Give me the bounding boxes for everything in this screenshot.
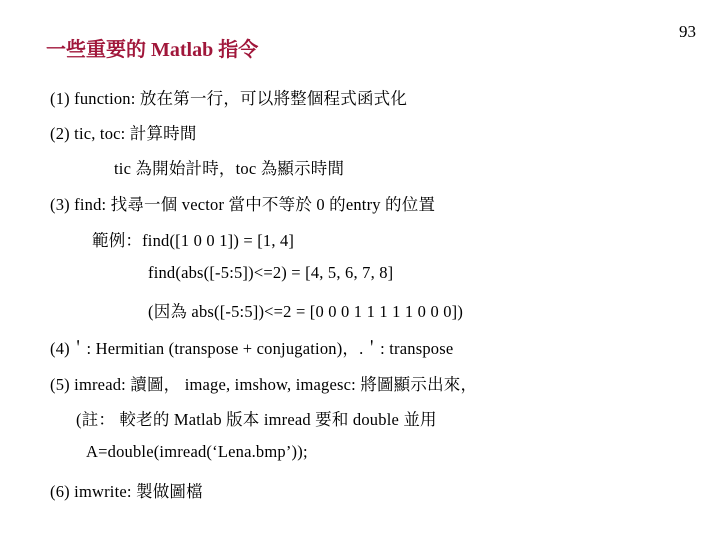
list-item-find: (3) find: 找尋一個 vector 當中不等於 0 的entry 的位置 xyxy=(50,195,436,214)
imread-code: A=double(imread(‘Lena.bmp’)); xyxy=(86,442,308,461)
imread-note: (註： 較老的 Matlab 版本 imread 要和 double 並用 xyxy=(76,410,437,429)
list-item-imread: (5) imread: 讀圖， image, imshow, imagesc: 將圖顯示出來， xyxy=(50,375,478,394)
list-item-transpose: (4)＇: Hermitian (transpose + conjugation)，.＇: transpose xyxy=(50,339,454,358)
find-example-note: (因為 abs([-5:5])<=2 = [0 0 0 1 1 1 1 1 0 0 0]) xyxy=(148,302,464,321)
slide-title: 一些重要的 Matlab 指令 xyxy=(46,39,259,61)
list-item-tic-toc: (2) tic, toc: 計算時間 xyxy=(50,124,197,143)
find-example: 範例：find([1 0 0 1]) = [1, 4] xyxy=(92,231,295,250)
page-number: 93 xyxy=(679,22,696,41)
list-item-imwrite: (6) imwrite: 製做圖檔 xyxy=(50,482,203,501)
list-item-function: (1) function: 放在第一行，可以將整個程式函式化 xyxy=(50,89,408,108)
tic-toc-note: tic 為開始計時，toc 為顯示時間 xyxy=(114,159,345,178)
find-example-2: find(abs([-5:5])<=2) = [4, 5, 6, 7, 8] xyxy=(148,263,394,282)
